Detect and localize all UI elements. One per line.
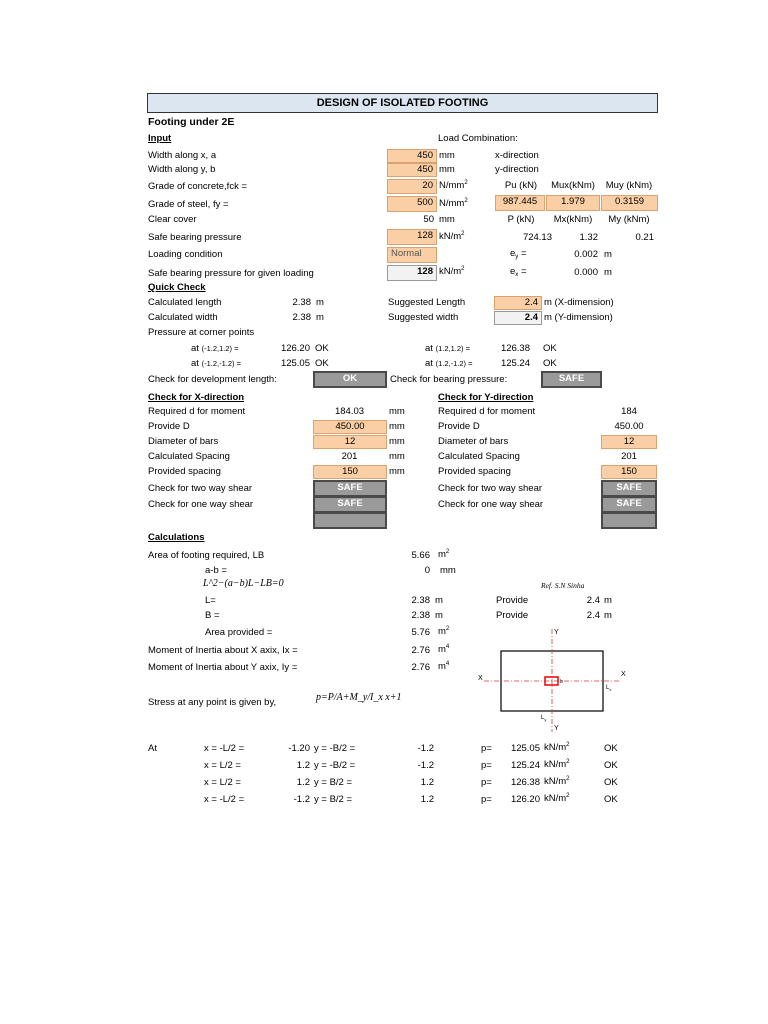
- y-direction-heading: Check for Y-direction: [438, 392, 534, 403]
- sbp-unit: $kN/m^2$: [439, 231, 465, 242]
- ey-unit: m: [604, 249, 612, 260]
- p-header: P (kN): [507, 214, 535, 225]
- loading-label: Loading condition: [148, 249, 223, 260]
- stress-row-2-p-label: p=: [481, 760, 492, 771]
- x-prov-sp-unit: mm: [389, 466, 405, 477]
- corner-1: at (-1.2,1.2) =: [191, 343, 239, 354]
- stress-row-3-p: 126.38: [510, 777, 540, 788]
- calculations-heading: Calculations: [148, 532, 205, 543]
- mux-input[interactable]: 1.979: [546, 195, 600, 211]
- x-prov-sp-input[interactable]: 150: [313, 465, 387, 479]
- area-prov-value: 5.76: [411, 627, 430, 638]
- y-req-d-label: Required d for moment: [438, 406, 536, 417]
- amb-label: a-b =: [205, 565, 227, 576]
- corner-4-ok: OK: [543, 358, 557, 369]
- stress-row-1-unit: $kN/m^2$: [544, 742, 570, 753]
- x-two-way-label: Check for two way shear: [148, 483, 253, 494]
- page-title: DESIGN OF ISOLATED FOOTING: [147, 93, 658, 113]
- suggested-length-unit: m (X-dimension): [544, 297, 614, 308]
- area-prov-unit: $m^2$: [438, 626, 450, 637]
- fck-input[interactable]: 20: [387, 179, 437, 194]
- ix-label: Moment of Inertia about X axix, Ix =: [148, 645, 298, 656]
- stress-row-3-unit: $kN/m^2$: [544, 776, 570, 787]
- corner-1-ok: OK: [315, 343, 329, 354]
- ex-unit: m: [604, 267, 612, 278]
- ix-value: 2.76: [411, 645, 430, 656]
- y-prov-sp-label: Provided spacing: [438, 466, 511, 477]
- L-provide-unit: m: [604, 595, 612, 606]
- cover-value: 50: [423, 214, 434, 225]
- mx-value: 1.32: [579, 232, 598, 243]
- stress-row-2-ok: OK: [604, 760, 618, 771]
- iy-value: 2.76: [411, 662, 430, 673]
- corner-3-ok: OK: [543, 343, 557, 354]
- sbp-input[interactable]: 128: [387, 229, 437, 245]
- calc-width-unit: m: [316, 312, 324, 323]
- y-axis-label-top: Y: [554, 629, 559, 636]
- y-dia-input[interactable]: 12: [601, 435, 657, 449]
- stress-row-4-p: 126.20: [510, 794, 540, 805]
- load-combination-heading: Load Combination:: [438, 133, 518, 144]
- pu-header: Pu (kN): [504, 180, 538, 191]
- corner-3: at (1.2,1.2) =: [425, 343, 470, 354]
- width-y-unit: mm: [439, 164, 455, 175]
- calc-length-unit: m: [316, 297, 324, 308]
- suggested-length-label: Suggested Length: [388, 297, 466, 308]
- stress-row-1-yeq: y = -B/2 =: [314, 743, 356, 754]
- corner-1-value: 126.20: [280, 343, 310, 354]
- stress-row-2-xeq: x = L/2 =: [204, 760, 241, 771]
- x-one-way-status: SAFE: [313, 496, 387, 513]
- x-prov-d-label: Provide D: [148, 421, 190, 432]
- stress-row-4-xeq: x = -L/2 =: [204, 794, 245, 805]
- y-axis-label-bottom: Y: [554, 725, 559, 732]
- x-calc-sp-value: 201: [341, 451, 358, 462]
- stress-row-2-p: 125.24: [510, 760, 540, 771]
- area-req-unit: $m^2$: [438, 549, 450, 560]
- ex-label: ex =: [510, 266, 527, 278]
- x-dia-input[interactable]: 12: [313, 435, 387, 449]
- B-value: 2.38: [411, 610, 430, 621]
- sbp-given-unit: $kN/m^2$: [439, 266, 465, 277]
- fck-label: Grade of concrete,fck =: [148, 181, 248, 192]
- y-two-way-status: SAFE: [601, 480, 657, 497]
- lx-label: $L_x$: [606, 685, 612, 692]
- x-two-way-status: SAFE: [313, 480, 387, 497]
- stress-row-3-yeq: y = B/2 =: [314, 777, 353, 788]
- y-one-way-status: SAFE: [601, 496, 657, 513]
- suggested-width-unit: m (Y-dimension): [544, 312, 613, 323]
- L-unit: m: [435, 595, 443, 606]
- calc-length-value: 2.38: [292, 297, 311, 308]
- dev-length-label: Check for development length:: [148, 374, 277, 385]
- y-empty-status: [601, 512, 657, 529]
- x-one-way-label: Check for one way shear: [148, 499, 254, 510]
- L-provide-value: 2.4: [586, 595, 600, 606]
- muy-header: Muy (kNm): [605, 180, 653, 191]
- bearing-label: Check for bearing pressure:: [390, 374, 508, 385]
- stress-row-4-x: -1.2: [293, 794, 310, 805]
- stress-row-2-x: 1.2: [296, 760, 310, 771]
- stress-row-1-p-label: p=: [481, 743, 492, 754]
- stress-equation: p=P/A+M_y/I_x x+1: [316, 692, 402, 703]
- x-calc-sp-unit: mm: [389, 451, 405, 462]
- stress-row-1-ok: OK: [604, 743, 618, 754]
- x-req-d-value: 184.03: [334, 406, 365, 417]
- area-req-value: 5.66: [411, 550, 430, 561]
- stress-label: Stress at any point is given by,: [148, 697, 277, 708]
- cover-unit: mm: [439, 214, 455, 225]
- B-provide-value: 2.4: [586, 610, 600, 621]
- stress-row-1-xeq: x = -L/2 =: [204, 743, 245, 754]
- ly-label: $L_y$: [541, 715, 547, 722]
- muy-input[interactable]: 0.3159: [601, 195, 658, 211]
- y-req-d-value: 184: [621, 406, 637, 417]
- sbp-given-value: 128: [387, 265, 437, 281]
- stress-row-3-y: 1.2: [420, 777, 434, 788]
- suggested-width-value: 2.4: [494, 311, 542, 325]
- y-calc-sp-label: Calculated Spacing: [438, 451, 520, 462]
- calc-length-label: Calculated length: [148, 297, 222, 308]
- y-two-way-label: Check for two way shear: [438, 483, 543, 494]
- cover-label: Clear cover: [148, 214, 197, 225]
- stress-row-1-p: 125.05: [510, 743, 540, 754]
- L-label: L=: [205, 595, 216, 606]
- stress-row-2-y: -1.2: [417, 760, 434, 771]
- sbp-label: Safe bearing pressure: [148, 232, 242, 243]
- L-provide-label: Provide: [496, 595, 529, 606]
- fy-label: Grade of steel, fy =: [148, 199, 229, 210]
- corner-heading: Pressure at corner points: [148, 327, 255, 338]
- corner-4: at (1.2,-1.2) =: [425, 358, 473, 369]
- iy-unit: $m^4$: [438, 661, 450, 672]
- fck-unit: $N/mm^2$: [439, 180, 468, 191]
- mx-header: Mx(kNm): [553, 214, 593, 225]
- my-header: My (kNm): [608, 214, 650, 225]
- stress-row-2-yeq: y = -B/2 =: [314, 760, 356, 771]
- amb-unit: mm: [440, 565, 456, 576]
- area-req-label: Area of footing required, LB: [148, 550, 265, 561]
- corner-4-value: 125.24: [500, 358, 530, 369]
- x-dia-unit: mm: [389, 436, 405, 447]
- y-one-way-label: Check for one way shear: [438, 499, 544, 510]
- mux-header: Mux(kNm): [551, 180, 595, 191]
- x-direction-heading: Check for X-direction: [148, 392, 245, 403]
- y-prov-d-value: 450.00: [614, 421, 644, 432]
- B-provide-unit: m: [604, 610, 612, 621]
- stress-row-4-unit: $kN/m^2$: [544, 793, 570, 804]
- stress-at-label: At: [148, 743, 157, 754]
- y-direction-label: y-direction: [495, 164, 539, 175]
- x-req-d-label: Required d for moment: [148, 406, 246, 417]
- width-x-unit: mm: [439, 150, 455, 161]
- amb-value: 0: [424, 565, 430, 576]
- stress-row-4-y: 1.2: [420, 794, 434, 805]
- width-x-input[interactable]: 450: [387, 149, 437, 163]
- p-value: 724.13: [522, 232, 552, 243]
- width-y-input[interactable]: 450: [387, 163, 437, 177]
- stress-row-4-ok: OK: [604, 794, 618, 805]
- y-prov-sp-input[interactable]: 150: [601, 465, 657, 479]
- iy-label: Moment of Inertia about Y axix, Iy =: [148, 662, 298, 673]
- x-dia-label: Diameter of bars: [148, 436, 219, 447]
- x-prov-d-unit: mm: [389, 421, 405, 432]
- area-prov-label: Area provided =: [205, 627, 273, 638]
- input-heading: Input: [148, 133, 172, 144]
- suggested-length-input[interactable]: 2.4: [494, 296, 542, 310]
- ey-label: ey =: [510, 248, 527, 260]
- x-direction-label: x-direction: [495, 150, 539, 161]
- bearing-status: SAFE: [541, 371, 602, 388]
- fy-unit: $N/mm^2$: [439, 198, 468, 209]
- stress-row-1-y: -1.2: [417, 743, 434, 754]
- stress-row-3-p-label: p=: [481, 777, 492, 788]
- footing-subtitle: Footing under 2E: [148, 116, 235, 128]
- loading-select[interactable]: Normal: [387, 247, 437, 263]
- dev-length-status: OK: [313, 371, 387, 388]
- column-b-label: b: [560, 679, 563, 685]
- x-axis-label-right: X: [621, 671, 626, 678]
- x-calc-sp-label: Calculated Spacing: [148, 451, 230, 462]
- x-empty-status: [313, 512, 387, 529]
- ex-value: 0.000: [574, 267, 598, 278]
- x-prov-d-input[interactable]: 450.00: [313, 420, 387, 434]
- sbp-given-label: Safe bearing pressure for given loading: [148, 268, 314, 279]
- calc-width-value: 2.38: [292, 312, 311, 323]
- ey-value: 0.002: [574, 249, 598, 260]
- stress-row-3-ok: OK: [604, 777, 618, 788]
- B-label: B =: [205, 610, 220, 621]
- stress-row-3-xeq: x = L/2 =: [204, 777, 241, 788]
- calc-width-label: Calculated width: [148, 312, 218, 323]
- corner-2-ok: OK: [315, 358, 329, 369]
- quadratic-equation: L^2−(a−b)L−LB=0: [203, 578, 284, 589]
- x-prov-sp-label: Provided spacing: [148, 466, 221, 477]
- L-value: 2.38: [411, 595, 430, 606]
- y-dia-label: Diameter of bars: [438, 436, 509, 447]
- y-prov-d-label: Provide D: [438, 421, 480, 432]
- x-req-d-unit: mm: [389, 406, 405, 417]
- B-unit: m: [435, 610, 443, 621]
- B-provide-label: Provide: [496, 610, 529, 621]
- stress-row-4-yeq: y = B/2 =: [314, 794, 353, 805]
- stress-row-3-x: 1.2: [296, 777, 310, 788]
- width-y-label: Width along y, b: [148, 164, 216, 175]
- footing-plan-diagram: [472, 626, 632, 734]
- x-axis-label-left: X: [478, 675, 483, 682]
- stress-row-4-p-label: p=: [481, 794, 492, 805]
- fy-input[interactable]: 500: [387, 196, 437, 212]
- quick-check-heading: Quick Check: [148, 282, 206, 293]
- my-value: 0.21: [635, 232, 654, 243]
- stress-row-1-x: -1.20: [288, 743, 310, 754]
- corner-3-value: 126.38: [500, 343, 530, 354]
- stress-row-2-unit: $kN/m^2$: [544, 759, 570, 770]
- corner-2: at (-1.2,-1.2) =: [191, 358, 241, 369]
- y-calc-sp-value: 201: [621, 451, 637, 462]
- ix-unit: $m^4$: [438, 644, 450, 655]
- pu-input[interactable]: 987.445: [495, 195, 545, 211]
- reference-note: Ref. S.N Sinha: [541, 581, 585, 590]
- corner-2-value: 125.05: [280, 358, 310, 369]
- width-x-label: Width along x, a: [148, 150, 217, 161]
- suggested-width-label: Suggested width: [388, 312, 459, 323]
